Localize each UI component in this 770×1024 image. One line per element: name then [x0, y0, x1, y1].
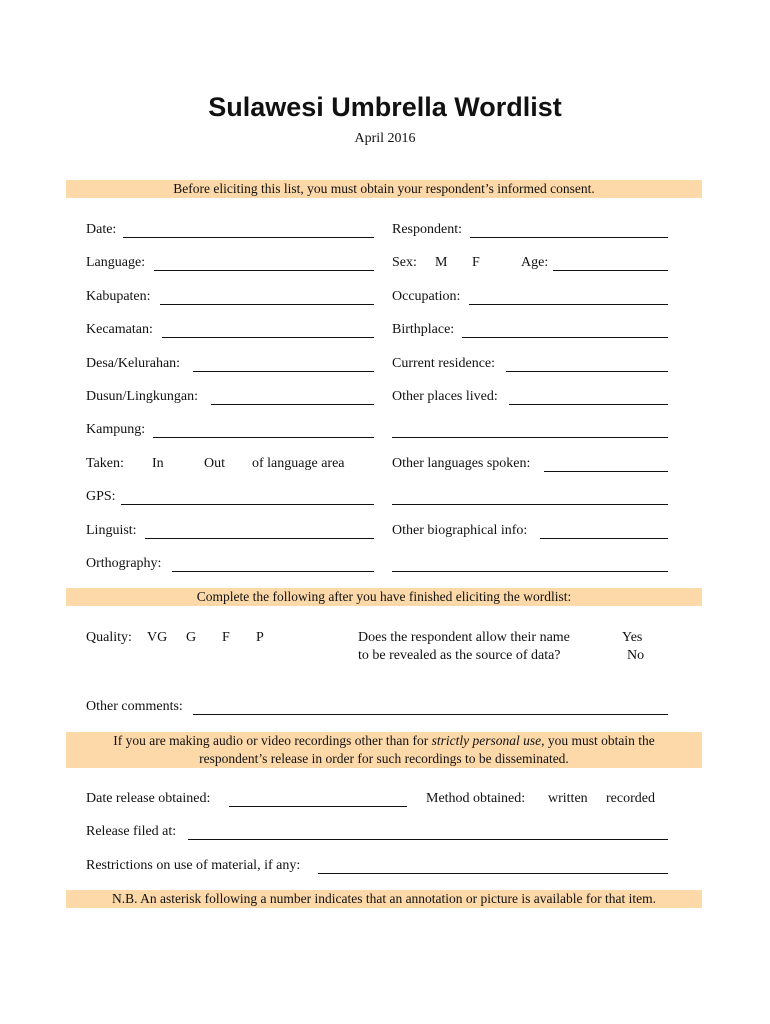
recording-banner: [66, 732, 702, 768]
recording-banner-line1: [66, 732, 702, 750]
recording-banner-text-b: , you must obtain the: [541, 733, 655, 748]
age-label: Age:: [521, 255, 549, 270]
dusun-label: Dusun/Lingkungan:: [86, 389, 198, 404]
occupation-label: Occupation:: [392, 289, 461, 304]
recording-banner-emphasis: strictly personal use: [431, 733, 542, 748]
quality-option-p[interactable]: P: [256, 630, 264, 645]
method-option-written[interactable]: written: [548, 791, 588, 806]
taken-label: Taken:: [86, 456, 124, 471]
recording-banner-text-a: If you are making audio or video recordings other than for: [113, 733, 432, 748]
other-languages-field[interactable]: [544, 471, 668, 472]
quality-option-vg[interactable]: VG: [147, 630, 168, 645]
occupation-field[interactable]: [469, 304, 668, 305]
other-bio-field-extra[interactable]: [392, 571, 668, 572]
birthplace-label: Birthplace:: [392, 322, 455, 337]
age-field[interactable]: [553, 270, 668, 271]
completion-banner: Complete the following after you have finished eliciting the wordlist:: [66, 588, 702, 606]
kabupaten-label: Kabupaten:: [86, 289, 151, 304]
release-filed-label: Release filed at:: [86, 824, 177, 839]
other-bio-label: Other biographical info:: [392, 523, 528, 538]
reveal-option-yes[interactable]: Yes: [622, 630, 643, 645]
reveal-question-line2: to be revealed as the source of data?: [358, 648, 561, 663]
other-bio-field[interactable]: [540, 538, 668, 539]
other-comments-label: Other comments:: [86, 699, 183, 714]
desa-label: Desa/Kelurahan:: [86, 356, 181, 371]
kecamatan-field[interactable]: [162, 337, 374, 338]
date-release-field[interactable]: [229, 806, 407, 807]
orthography-field[interactable]: [172, 571, 374, 572]
release-filed-field[interactable]: [188, 839, 668, 840]
recording-banner-line2: respondent’s release in order for such recordings to be disseminated.: [199, 751, 569, 766]
gps-label: GPS:: [86, 489, 116, 504]
reveal-option-no[interactable]: No: [627, 648, 645, 663]
reveal-question-line1: Does the respondent allow their name: [358, 630, 570, 645]
method-label: Method obtained:: [426, 791, 526, 806]
language-label: Language:: [86, 255, 146, 270]
page-title: Sulawesi Umbrella Wordlist: [208, 92, 562, 122]
linguist-label: Linguist:: [86, 523, 137, 538]
respondent-field[interactable]: [470, 237, 668, 238]
dusun-field[interactable]: [211, 404, 374, 405]
language-field[interactable]: [154, 270, 374, 271]
other-comments-field[interactable]: [193, 714, 668, 715]
document-date: April 2016: [354, 131, 416, 146]
other-places-field[interactable]: [509, 404, 668, 405]
kecamatan-label: Kecamatan:: [86, 322, 153, 337]
sex-option-m[interactable]: M: [435, 255, 448, 270]
date-field[interactable]: [123, 237, 374, 238]
nb-banner: N.B. An asterisk following a number indicates that an annotation or picture is available for that item.: [66, 890, 702, 908]
other-places-field-extra[interactable]: [392, 437, 668, 438]
other-languages-field-extra[interactable]: [392, 504, 668, 505]
sex-option-f[interactable]: F: [472, 255, 480, 270]
restrictions-label: Restrictions on use of material, if any:: [86, 858, 301, 873]
taken-option-in[interactable]: In: [152, 456, 164, 471]
quality-option-f[interactable]: F: [222, 630, 230, 645]
kabupaten-field[interactable]: [160, 304, 374, 305]
taken-suffix: of language area: [252, 456, 345, 471]
orthography-label: Orthography:: [86, 556, 162, 571]
date-release-label: Date release obtained:: [86, 791, 211, 806]
other-places-label: Other places lived:: [392, 389, 498, 404]
method-option-recorded[interactable]: recorded: [606, 791, 655, 806]
quality-option-g[interactable]: G: [186, 630, 197, 645]
kampung-field[interactable]: [153, 437, 374, 438]
current-residence-label: Current residence:: [392, 356, 496, 371]
gps-field[interactable]: [121, 504, 374, 505]
sex-label: Sex:: [392, 255, 417, 270]
desa-field[interactable]: [193, 371, 374, 372]
restrictions-field[interactable]: [318, 873, 668, 874]
quality-label: Quality:: [86, 630, 132, 645]
other-languages-label: Other languages spoken:: [392, 456, 531, 471]
taken-option-out[interactable]: Out: [204, 456, 225, 471]
consent-banner: Before eliciting this list, you must obtain your respondent’s informed consent.: [66, 180, 702, 198]
birthplace-field[interactable]: [462, 337, 668, 338]
current-residence-field[interactable]: [506, 371, 668, 372]
linguist-field[interactable]: [145, 538, 374, 539]
respondent-label: Respondent:: [392, 222, 462, 237]
kampung-label: Kampung:: [86, 422, 146, 437]
date-label: Date:: [86, 222, 117, 237]
